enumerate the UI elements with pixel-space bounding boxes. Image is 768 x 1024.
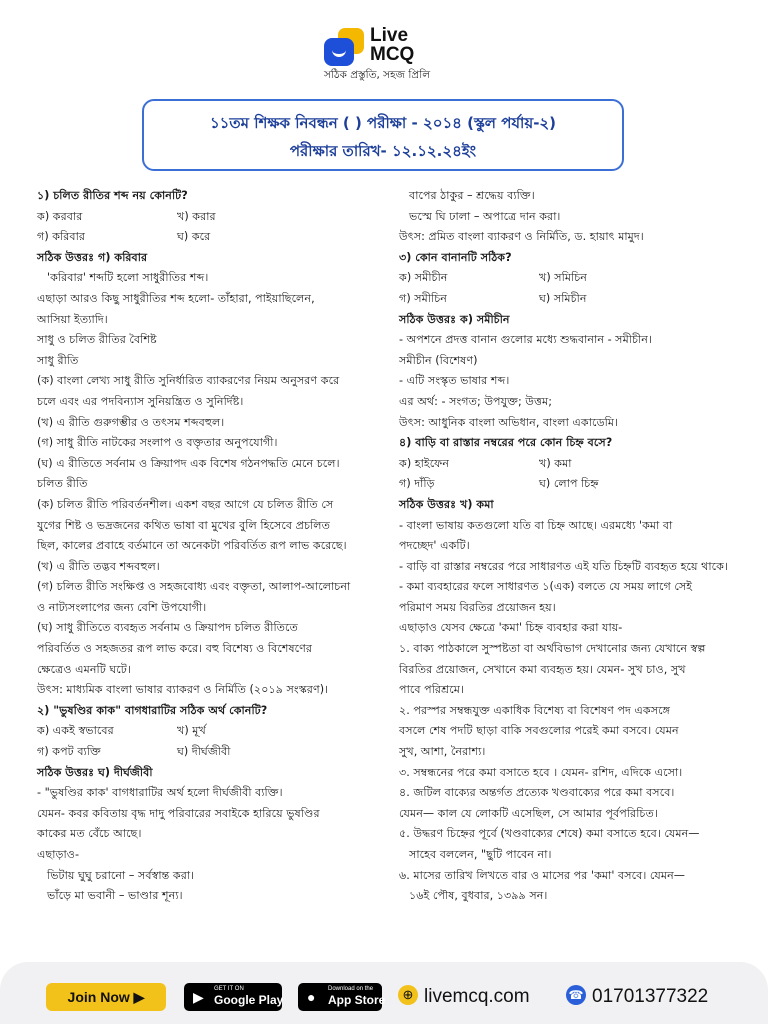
q1-explanation-line: যুগের শিষ্ট ও ভদ্রজনের কথিত ভাষা বা মুখের বুলি হিসেবে প্রচলিত [37, 518, 330, 532]
question-3-options [399, 268, 743, 289]
q4-answer: সঠিক উত্তরঃ খ) কমা [399, 497, 494, 511]
q1-explanation-line: সাধু ও চলিত রীতির বৈশিষ্ট [37, 333, 157, 347]
q3-explanation-line: - অপশনে প্রদত্ত বানান গুলোর মধ্যে শুদ্ধবানান - সমীচীন। [399, 333, 652, 347]
q1-explanation-line: (ঘ) এ রীতিতে সর্বনাম ও ক্রিয়াপদ এক বিশেষ গঠনপদ্ধতি মেনে চলে। [37, 456, 340, 470]
q4-explanation-line: ১৬ই পৌষ, বুধবার, ১৩৯৯ সন। [409, 889, 548, 903]
q3-option-d: ঘ) সমিচীন [539, 291, 587, 305]
google-play-icon: ▶ [193, 989, 204, 1005]
question-1: ১) চলিত রীতির শব্দ নয় কোনটি? [37, 189, 188, 202]
question-4-options-2 [399, 474, 743, 495]
brand-name [370, 26, 414, 64]
apple-icon: ● [307, 989, 316, 1005]
website-link[interactable] [398, 982, 530, 1012]
q1-explanation-line: সাধু রীতি [37, 353, 79, 367]
q2-option-d: ঘ) দীর্ঘজীবী [177, 745, 231, 759]
q3-option-b: খ) সমিচিন [539, 271, 587, 285]
q1-answer: সঠিক উত্তরঃ গ) করিবার [37, 250, 148, 264]
q1-explanation-line: আসিয়া ইত্যাদি। [37, 312, 108, 326]
q4-explanation-line: ১. বাক্য পাঠকালে সুস্পষ্টতা বা অর্থবিভাগ দেখানোর জন্য যেখানে স্বল্প [399, 642, 706, 656]
question-3-options-2 [399, 289, 743, 310]
exam-title: ১১তম শিক্ষক নিবন্ধন ( ) পরীক্ষা - ২০১৪ (স্কুল পর্যায়-২) [209, 114, 557, 132]
phone-contact[interactable] [566, 982, 708, 1012]
q4-option-c: গ) দাঁড়ি [399, 477, 435, 491]
q1-option-b: খ) করার [177, 209, 216, 223]
q3-source: উৎস: আধুনিক বাংলা অভিধান, বাংলা একাডেমি। [399, 415, 619, 429]
q1-explanation-line: ছিল, কালের প্রবাহে বর্তমানে তা অনেকটা পরিবর্তিত রূপ লাভ করেছে। [37, 539, 347, 553]
q4-explanation-line: পাবে পরিশ্রমে। [399, 683, 464, 697]
q4-explanation-line: ৪. জটিল বাক্যের অন্তর্গত প্রত্যেক খণ্ডবাক্যের পরে কমা বসবে। [399, 786, 675, 800]
q2-idiom-line: বাপের ঠাকুর – শ্রদ্ধেয় ব্যক্তি। [409, 189, 535, 202]
q1-option-c: গ) করিবার [37, 230, 86, 244]
q2-answer: সঠিক উত্তরঃ ঘ) দীর্ঘজীবী [37, 765, 153, 779]
q2-option-c: গ) কপট ব্যক্তি [37, 745, 101, 759]
q1-explanation-line: ও নাট্যসংলাপের জন্য বেশি উপযোগী। [37, 600, 207, 614]
app-store-button[interactable] [298, 983, 386, 1011]
phone-number: 01701377322 [592, 986, 709, 1007]
google-play-label: Google Play [214, 993, 284, 1007]
q1-explanation-line: চলিত রীতি [37, 477, 88, 491]
q4-option-a: ক) হাইফেন [399, 456, 450, 470]
exam-title-box [142, 99, 624, 171]
question-2-options [37, 721, 385, 742]
q4-explanation-line: এছাড়াও যেসব ক্ষেত্রে 'কমা' চিহ্ন ব্যবহার করা যায়- [399, 621, 623, 635]
app-store-label: App Store [328, 993, 386, 1007]
q2-explanation-line: যেমন- কবর কবিতায় বৃদ্ধ দাদু পরিবারের সবাইকে হারিয়ে ভুষণ্ডির [37, 806, 320, 820]
q4-option-b: খ) কমা [539, 456, 572, 470]
q1-explanation-line: (খ) এ রীতি গুরুগম্ভীর ও তৎসম শব্দবহুল। [37, 415, 225, 429]
q4-explanation-line: বসলে শেষ পদটি ছাড়া বাকি সবগুলোর পরেই কমা বসবে। যেমন [399, 724, 679, 738]
q1-explanation-line: (গ) চলিত রীতি সংক্ষিপ্ত ও সহজবোধ্য এবং বক্তৃতা, আলাপ-আলোচনা [37, 580, 351, 594]
footer-bar [0, 962, 768, 1024]
q1-explanation-line: পরিবর্তিত ও সহজতর রূপ লাভ করে। বহু বিশেষ্য ও বিশেষণের [37, 642, 313, 656]
support-agent-icon: ☎ [566, 985, 586, 1005]
brand-tagline: সঠিক প্রস্তুতি, সহজ প্রিলি [324, 69, 431, 81]
q1-explanation-line: (গ) সাধু রীতি নাটকের সংলাপ ও বক্তৃতার অনুপযোগী। [37, 436, 278, 450]
q4-explanation-line: ৫. উদ্ধরণ চিহ্নের পূর্বে (খণ্ডবাক্যের শেষে) কমা বসাতে হবে। যেমন— [399, 827, 700, 841]
question-1-options-2 [37, 227, 385, 248]
google-play-small-label: GET IT ON [214, 986, 244, 992]
q4-explanation-line: ৬. মাসের তারিখ লিখতে বার ও মাসের পর 'কমা' বসবে। যেমন— [399, 868, 685, 882]
q1-explanation-line: এছাড়া আরও কিছু সাধুরীতির শব্দ হলো- তাঁহারা, পাইয়াছিলেন, [37, 291, 315, 305]
q2-option-a: ক) একই স্বভাবের [37, 724, 114, 738]
q2-explanation-line: কাকের মত বেঁচে আছে। [37, 827, 142, 841]
left-column [37, 186, 385, 907]
q1-explanation-line: চলে এবং এর পদবিন্যাস সুনিয়ন্ত্রিত ও সুনির্দিষ্ট। [37, 394, 244, 408]
q4-explanation-line: - বাংলা ভাষায় কতগুলো যতি বা চিহ্ন আছে। এরমধ্যে 'কমা বা [399, 518, 673, 532]
q3-answer: সঠিক উত্তরঃ ক) সমীচীন [399, 312, 510, 326]
q2-source: উৎস: প্রমিত বাংলা ব্যাকরণ ও নির্মিতি, ড. হায়াৎ মামুদ। [399, 230, 644, 244]
q2-explanation-line: - "ভুষণ্ডির কাক' বাগধারাটির অর্থ হলো দীর্ঘজীবী ব্যক্তি। [37, 786, 283, 800]
q1-source: উৎস: মাধ্যমিক বাংলা ভাষার ব্যাকরণ ও নির্মিতি (২০১৯ সংস্করণ)। [37, 683, 329, 697]
question-2-options-2 [37, 742, 385, 763]
question-3: ৩) কোন বানানটি সঠিক? [399, 250, 512, 264]
q4-explanation-line: সুখ, আশা, নৈরাশ্য। [399, 745, 486, 759]
q3-explanation-line: এর অর্থ: - সংগত; উপযুক্ত; উত্তম; [399, 394, 552, 408]
q2-idiom-line: ভস্মে ঘি ঢালা – অপাত্রে দান করা। [409, 209, 561, 223]
q4-explanation-line: ২. পরস্পর সম্বন্ধযুক্ত একাধিক বিশেষ্য বা বিশেষণ পদ একসঙ্গে [399, 703, 671, 717]
q1-explanation-line: (খ) এ রীতি তদ্ভব শব্দবহুল। [37, 559, 160, 573]
brand-name-line1: Live [370, 25, 409, 46]
q1-explanation-line: (ঘ) সাধু রীতিতে ব্যবহৃত সর্বনাম ও ক্রিয়াপদ চলিত রীতিতে [37, 621, 298, 635]
q1-option-a: ক) করবার [37, 209, 83, 223]
q4-explanation-line: ৩. সম্বন্ধনের পরে কমা বসাতে হবে । যেমন- রশিদ, এদিকে এসো। [399, 765, 683, 779]
q4-explanation-line: বিরতির প্রয়োজন, সেখানে কমা ব্যবহৃত হয়। যেমন- সুখ চাও, সুখ [399, 662, 686, 676]
q1-explanation-line: ক্ষেত্রেও এমনটি ঘটে। [37, 662, 131, 676]
question-2: ২) "ভুষণ্ডির কাক" বাগধারাটির সঠিক অর্থ কোনটি? [37, 703, 268, 717]
q4-explanation-line: - বাড়ি বা রাস্তার নম্বরের পরে সাধারণত এই যতি চিহ্নটি ব্যবহৃত হয়ে থাকে। [399, 559, 728, 573]
q2-explanation-line: এছাড়াও- [37, 848, 80, 861]
q3-explanation-line: সমীচীন (বিশেষণ) [399, 353, 478, 367]
question-1-options [37, 207, 385, 228]
q4-option-d: ঘ) লোপ চিহ্ন [539, 477, 599, 491]
q1-explanation-line: (ক) বাংলা লেখ্য সাধু রীতি সুনির্ধারিত ব্যাকরণের নিয়ম অনুসরণ করে [37, 374, 340, 388]
q2-option-b: খ) মূর্খ [177, 724, 206, 738]
q3-explanation-line: - এটি সংস্কৃত ভাষার শব্দ। [399, 374, 510, 388]
globe-icon: ⊕ [398, 985, 418, 1005]
google-play-button[interactable] [184, 983, 282, 1011]
logo-mark-icon [324, 28, 368, 68]
right-column [399, 186, 743, 907]
website-text: livemcq.com [424, 986, 530, 1007]
question-4-options [399, 454, 743, 475]
q1-option-d: ঘ) করে [177, 230, 211, 244]
join-now-button[interactable]: Join Now ▶ [46, 983, 166, 1011]
q4-explanation-line: পদচ্ছেদ' একটি। [399, 539, 470, 553]
exam-date: পরীক্ষার তারিখ- ১২.১২.২৪ইং [289, 142, 477, 160]
q4-explanation-line: যেমন— কাল যে লোকটি এসেছিল, সে আমার পূর্বপরিচিত। [399, 806, 658, 820]
app-store-small-label: Download on the [328, 986, 374, 992]
q2-idiom-line: ভাঁড়ে মা ভবানী – ভাণ্ডার শূন্য। [47, 889, 183, 903]
q1-explanation-line: (ক) চলিত রীতি পরিবর্তনশীল। একশ বছর আগে যে চলিত রীতি সে [37, 497, 334, 511]
q2-idiom-line: ভিটায় ঘুঘু চরানো – সর্বস্বান্ত করা। [47, 868, 195, 882]
brand-logo [324, 26, 454, 84]
q3-option-a: ক) সমীচীন [399, 271, 448, 285]
question-4: ৪) বাড়ি বা রাস্তার নম্বরের পরে কোন চিহ্ন বসে? [399, 436, 613, 450]
brand-name-line2: MCQ [370, 44, 415, 65]
q4-explanation-line: - কমা ব্যবহারের ফলে সাধারণত ১(এক) বলতে যে সময় লাগে সেই [399, 580, 693, 594]
q4-explanation-line: পরিমাণ সময় বিরতির প্রয়োজন হয়। [399, 600, 556, 614]
q4-explanation-line: সাহেব বললেন, "ছুটি পাবেন না। [409, 848, 552, 861]
q3-option-c: গ) সমীচিন [399, 291, 447, 305]
q1-explanation-line: 'করিবার' শব্দটি হলো সাধুরীতির শব্দ। [47, 271, 209, 285]
